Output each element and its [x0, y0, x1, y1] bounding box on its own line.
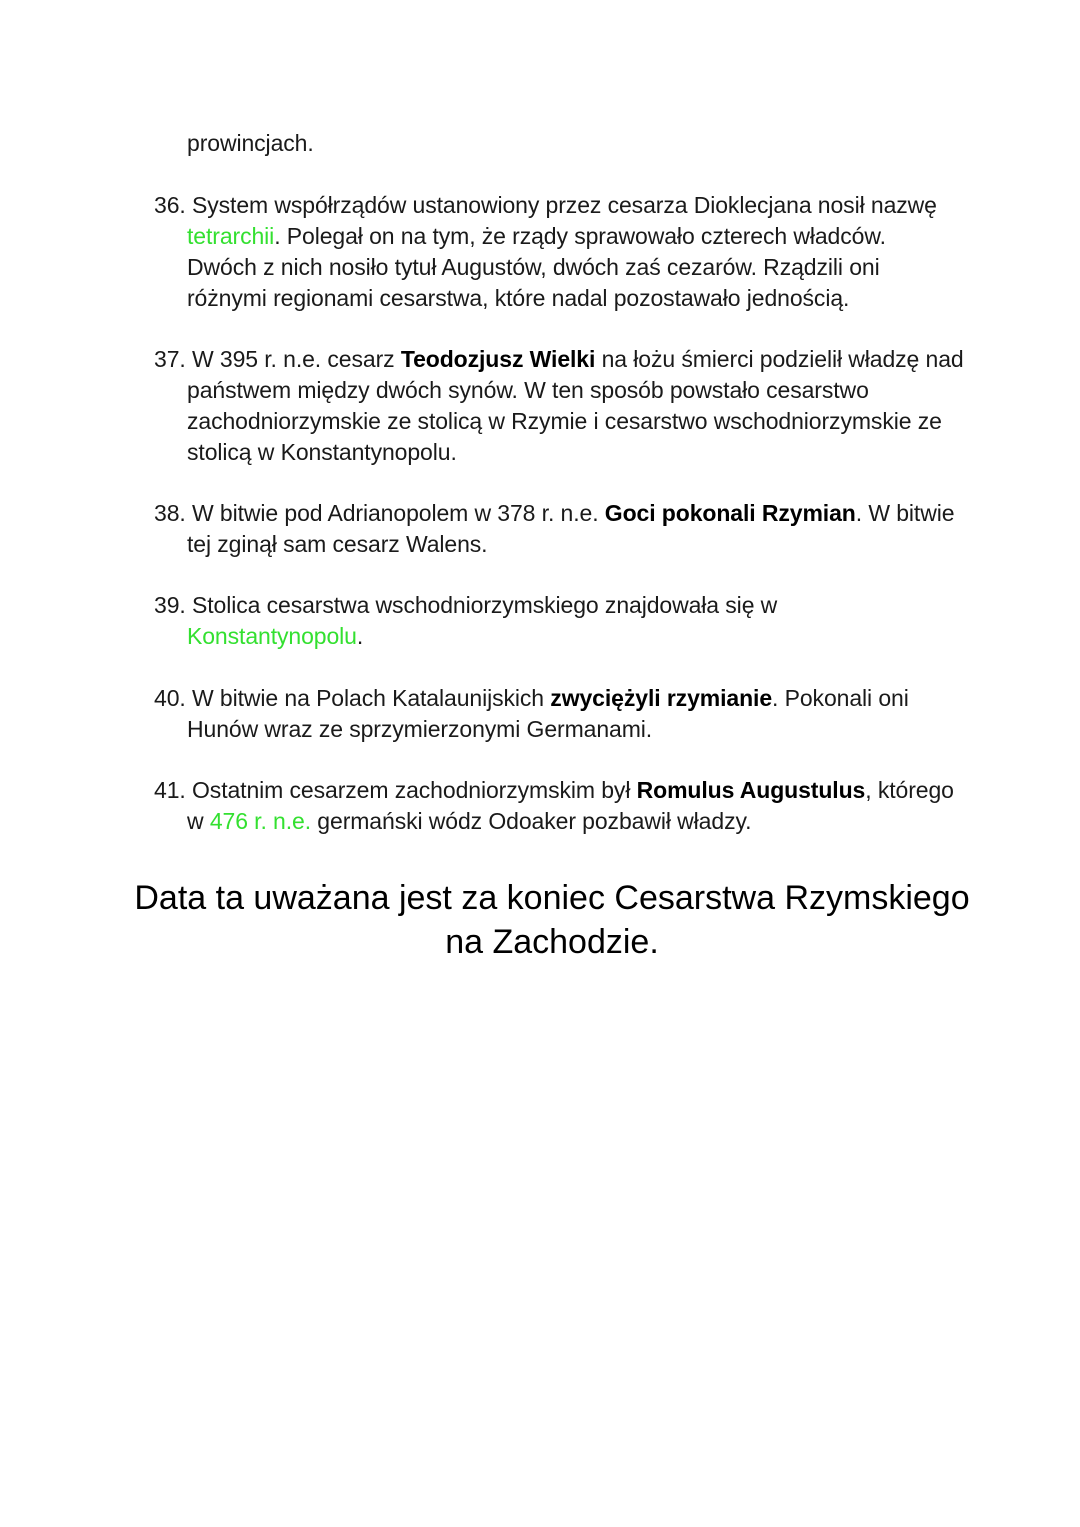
- item-text-line: tej zginął sam cesarz Walens.: [187, 531, 488, 557]
- item-text-line: Ostatnim cesarzem zachodniorzymskim był Romulus Augustulus, którego: [192, 777, 954, 803]
- highlight-term: Konstantynopolu: [187, 623, 357, 649]
- item-number: 37.: [154, 346, 186, 372]
- item-number: 40.: [154, 685, 186, 711]
- item-number: 38.: [154, 500, 186, 526]
- bold-term: Teodozjusz Wielki: [400, 346, 596, 372]
- item-text-line: państwem między dwóch synów. W ten sposób powstało cesarstwo: [187, 377, 869, 403]
- highlight-term: 476 r. n.e.: [209, 808, 312, 834]
- bold-term: Goci pokonali Rzymian: [604, 500, 856, 526]
- item-number: 39.: [154, 592, 186, 618]
- item-text-line: Konstantynopolu.: [187, 623, 364, 649]
- item-text-line: Hunów wraz ze sprzymierzonymi Germanami.: [187, 716, 653, 742]
- conclusion-line: na Zachodzie.: [445, 923, 659, 961]
- continuation-text: prowincjach.: [187, 130, 314, 156]
- highlight-term: tetrarchii: [187, 223, 275, 249]
- bold-term: zwyciężyli rzymianie: [550, 685, 773, 711]
- item-text-line: Dwóch z nich nosiło tytuł Augustów, dwóch zaś cezarów. Rządzili oni: [187, 254, 880, 280]
- bold-term: Romulus Augustulus: [636, 777, 866, 803]
- item-text-line: różnymi regionami cesarstwa, które nadal pozostawało jednością.: [187, 285, 850, 311]
- item-text-line: Stolica cesarstwa wschodniorzymskiego znajdowała się w: [192, 592, 778, 618]
- item-text-line: zachodniorzymskie ze stolicą w Rzymie i cesarstwo wschodniorzymskie ze: [187, 408, 942, 434]
- item-text-line: W bitwie pod Adrianopolem w 378 r. n.e. Goci pokonali Rzymian. W bitwie: [192, 500, 955, 526]
- item-text-line: w 476 r. n.e. germański wódz Odoaker pozbawił władzy.: [187, 808, 752, 834]
- item-text-line: W bitwie na Polach Katalaunijskich zwyciężyli rzymianie. Pokonali oni: [192, 685, 909, 711]
- item-text-line: tetrarchii. Polegał on na tym, że rządy sprawowało czterech władców.: [187, 223, 886, 249]
- item-text-line: System współrządów ustanowiony przez cesarza Dioklecjana nosił nazwę: [192, 192, 937, 218]
- conclusion-heading: [0, 876, 1080, 964]
- conclusion-line: Data ta uważana jest za koniec Cesarstwa Rzymskiego: [134, 879, 970, 917]
- item-text-line: W 395 r. n.e. cesarz Teodozjusz Wielki na łożu śmierci podzielił władzę nad: [192, 346, 964, 372]
- item-text-line: stolicą w Konstantynopolu.: [187, 439, 457, 465]
- item-number: 36.: [154, 192, 186, 218]
- item-number: 41.: [154, 777, 186, 803]
